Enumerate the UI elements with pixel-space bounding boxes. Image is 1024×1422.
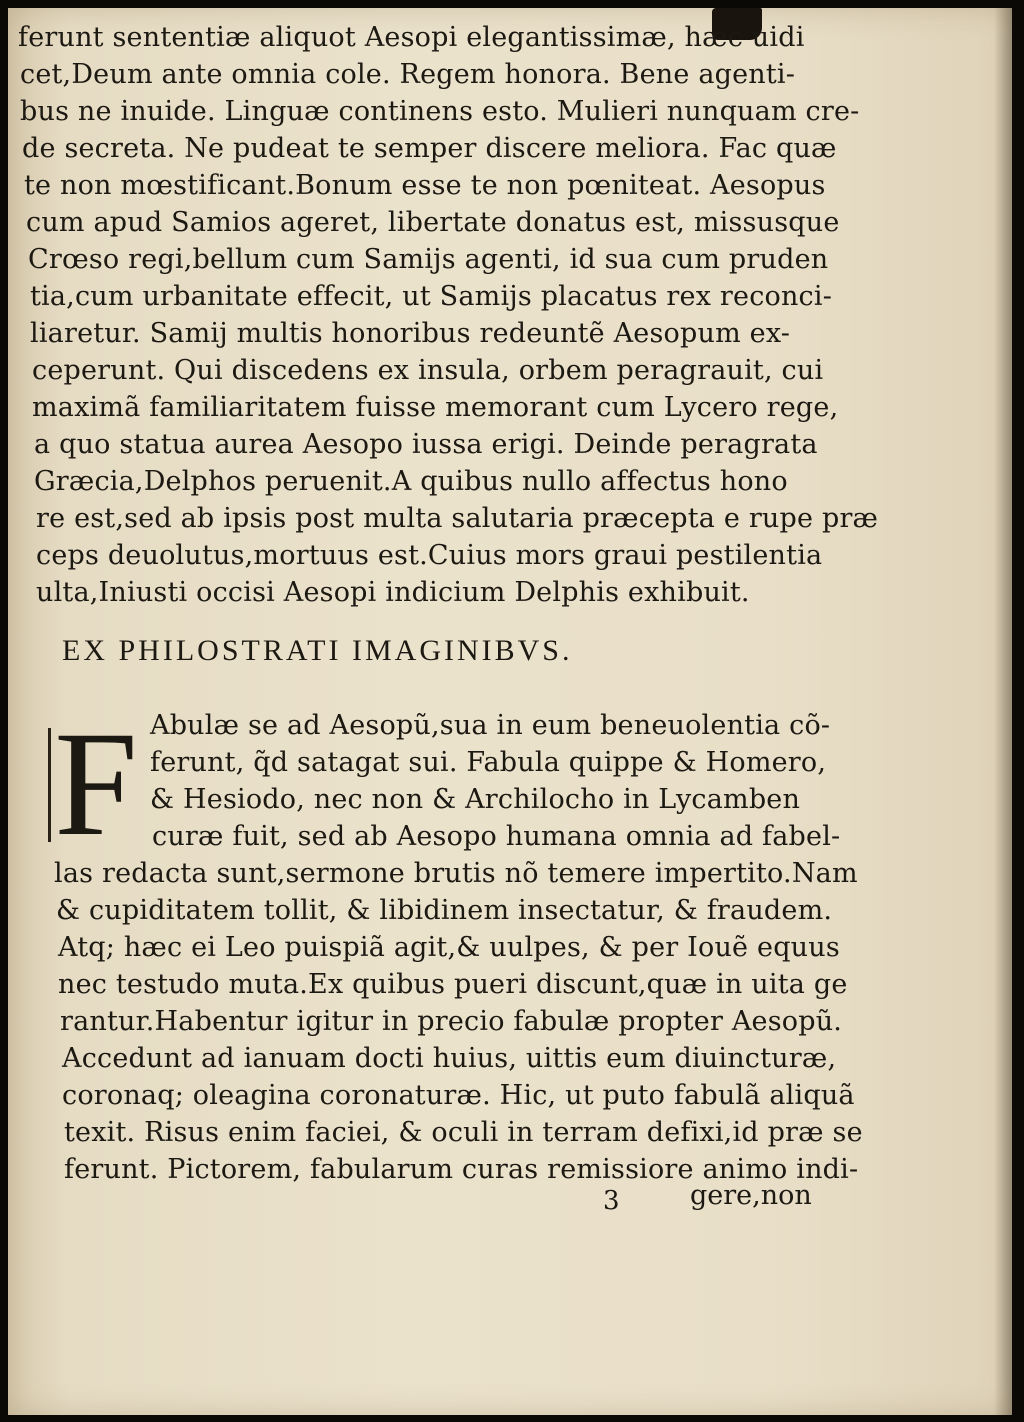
text-line: & Hesiodo, nec non & Archilocho in Lycamben [150, 784, 801, 815]
text-line: coronaq; oleagina coronaturæ. Hic, ut puto fabulã aliquã [62, 1080, 855, 1111]
text-line: ferunt, q̃d satagat sui. Fabula quippe & Homero, [150, 747, 827, 778]
text-line: ceperunt. Qui discedens ex insula, orbem peragrauit, cui [32, 355, 824, 386]
text-line: maximã familiaritatem fuisse memorant cum Lycero rege, [32, 392, 839, 423]
text-line: las redacta sunt,sermone brutis nõ temere impertito.Nam [54, 858, 858, 889]
text-line: ferunt sententiæ aliquot Aesopi elegantissimæ, hæc uidi [18, 22, 805, 53]
text-line: texit. Risus enim faciei, & oculi in terram defixi,id præ se [64, 1117, 863, 1148]
text-line: Crœso regi,bellum cum Samijs agenti, id sua cum pruden [28, 244, 829, 275]
text-line: ferunt. Pictorem, fabularum curas remissiore animo indi- [64, 1154, 859, 1185]
text-line: cum apud Samios ageret, libertate donatus est, missusque [26, 207, 840, 238]
text-line: Græcia,Delphos peruenit.A quibus nullo affectus hono [34, 466, 788, 497]
text-line: Atq; hæc ei Leo puispiã agit,& uulpes, & per Iouẽ equus [58, 932, 840, 963]
page-edge-shadow [994, 8, 1012, 1415]
text-line: curæ fuit, sed ab Aesopo humana omnia ad fabel- [152, 821, 841, 852]
section-heading: EX PHILOSTRATI IMAGINIBVS. [62, 634, 573, 667]
text-line: liaretur. Samij multis honoribus redeuntẽ Aesopum ex- [30, 318, 791, 349]
text-line: rantur.Habentur igitur in precio fabulæ propter Aesopũ. [60, 1006, 843, 1037]
text-line: & cupiditatem tollit, & libidinem insectatur, & fraudem. [56, 895, 833, 926]
text-line: ulta,Iniusti occisi Aesopi indicium Delphis exhibuit. [36, 577, 750, 608]
text-line: Abulæ se ad Aesopũ,sua in eum beneuolentia cõ- [150, 710, 831, 741]
text-line: cet,Deum ante omnia cole. Regem honora. Bene agenti- [20, 59, 796, 90]
text-line: Accedunt ad ianuam docti huius, uittis eum diuincturæ, [62, 1043, 837, 1074]
page-number: 3 [603, 1186, 620, 1216]
text-line: tia,cum urbanitate effecit, ut Samijs placatus rex reconci- [30, 281, 833, 312]
text-line: bus ne inuide. Linguæ continens esto. Mulieri nunquam cre- [20, 96, 860, 127]
catchword: gere,non [690, 1180, 812, 1211]
text-line: re est,sed ab ipsis post multa salutaria præcepta e rupe præ [36, 503, 879, 534]
dropcap-letter: F [54, 701, 138, 867]
text-line: de secreta. Ne pudeat te semper discere meliora. Fac quæ [22, 133, 837, 164]
text-line: a quo statua aurea Aesopo iussa erigi. Deinde peragrata [34, 429, 818, 460]
text-line: ceps deuolutus,mortuus est.Cuius mors graui pestilentia [36, 540, 823, 571]
text-line: te non mœstificant.Bonum esse te non pœniteat. Aesopus [24, 170, 826, 201]
text-line: nec testudo muta.Ex quibus pueri discunt,quæ in uita ge [58, 969, 848, 1000]
